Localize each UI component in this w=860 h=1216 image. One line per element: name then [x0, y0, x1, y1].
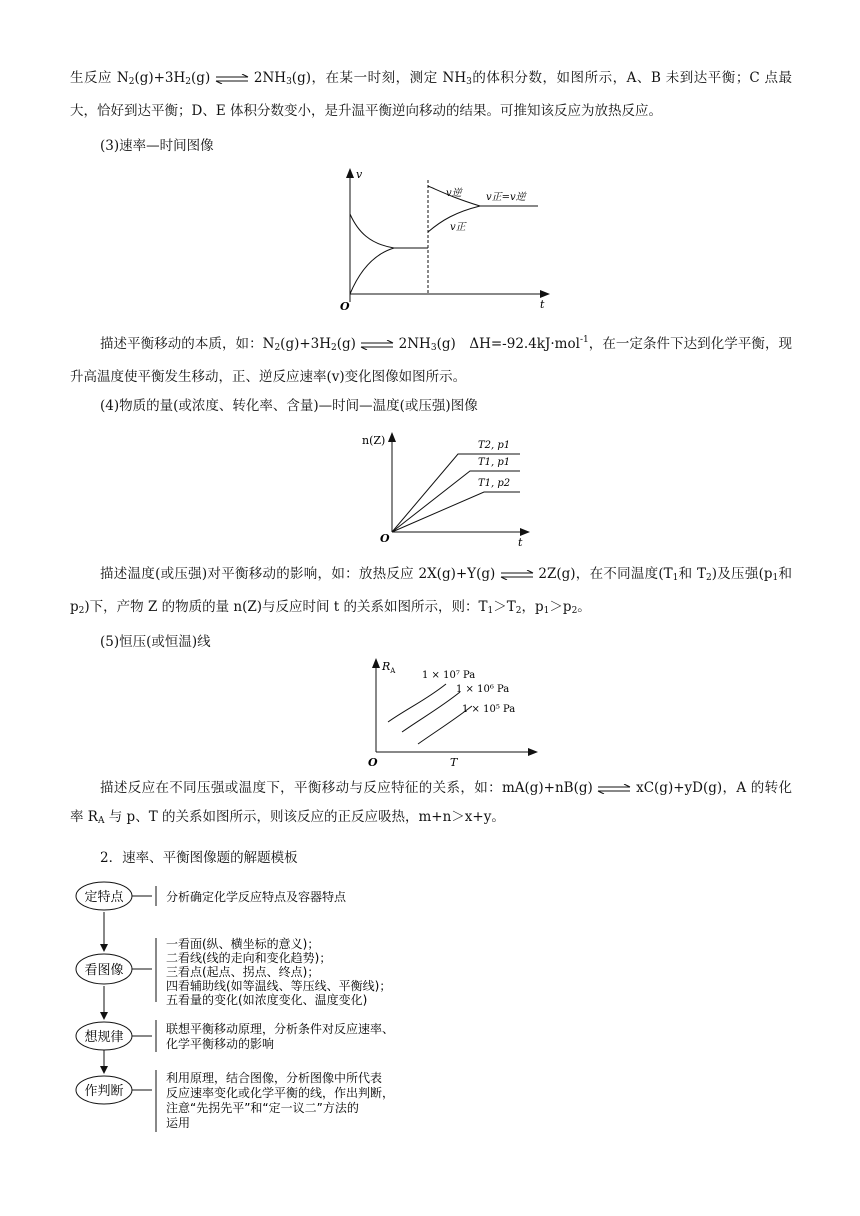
curve-label: T2, p1 [478, 440, 511, 451]
text: 2NH [398, 336, 431, 352]
step-line: 运用 [166, 1116, 191, 1130]
text: 生反应 N [70, 70, 129, 86]
x-axis-arrow [528, 748, 538, 756]
reverse-rate-curve-1 [350, 214, 428, 248]
flow-arrow-head [100, 1066, 108, 1074]
y-axis-label: n(Z) [362, 434, 386, 447]
step-label: 作判断 [84, 1084, 124, 1099]
text: 与 p、T 的关系如图所示，则该反应的正反应吸热，m+n＞x+y。 [104, 809, 505, 825]
equilibrium-arrow-icon [360, 340, 394, 350]
step-line: 化学平衡移动的影响 [166, 1037, 275, 1051]
step-label: 看图像 [84, 963, 124, 978]
x-axis-label: T [450, 756, 458, 768]
isobar-1e7 [388, 684, 446, 722]
isobar-1e6 [402, 692, 460, 732]
step-label: 想规律 [84, 1030, 124, 1045]
step-line: 五看量的变化(如浓度变化、温度变化) [166, 993, 368, 1007]
text: (g) ΔH=-92.4kJ·mol [436, 336, 580, 352]
text: )及压强(p [711, 566, 773, 582]
x-axis-label: t [540, 298, 545, 311]
paragraph-nh3-fraction: 生反应 $N_2(g)+3H_2(g)$ $2NH_3(g)$，在某一时刻，测定 $NH_3$的体积分数，如图所示，A、B 未到达平衡；C 点最大，恰好到达平衡；D、E 体积分数变小，是升温平衡逆向移动的结果。可推知该反应为放热反应。 [70, 70, 792, 119]
text: (g)+3H [134, 70, 186, 86]
step-line: 利用原理，结合图像，分析图像中所代表 [166, 1071, 383, 1085]
section-5-heading: (5)恒压(或恒温)线 [100, 634, 211, 650]
text: 和 p [70, 566, 793, 615]
text: (g)，在某一时刻，测定 NH [291, 70, 467, 86]
curve-label: 1 × 10⁵ Pa [462, 704, 516, 715]
y-axis-label: v [356, 168, 363, 181]
text: A [390, 667, 396, 675]
flow-arrow-head [100, 1012, 108, 1020]
step-line: 分析确定化学反应特点及容器特点 [166, 890, 347, 904]
step-line: 反应速率变化或化学平衡的线，作出判断， [166, 1086, 395, 1100]
step-label: 定特点 [84, 890, 124, 905]
section-4-heading: (4)物质的量(或浓度、转化率、含量)—时间—温度(或压强)图像 [100, 398, 478, 414]
step-line: 注意“先拐先平”和“定一议二”方法的 [166, 1101, 359, 1115]
flow-arrow-head [100, 944, 108, 952]
paragraph-isobar-desc [70, 774, 792, 836]
text: ，在一定条件下达到化学平衡，现升高温度使平衡发生移动，正、逆反应速率(v)变化图像如图所示。 [70, 336, 792, 385]
text: (g) [191, 70, 211, 86]
section-template-heading: 2．速率、平衡图像题的解题模板 [100, 850, 298, 866]
text: ＞T [493, 599, 516, 615]
paragraph-rate-time-desc: 描述平衡移动的本质，如：$N_2(g)+3H_2(g)$ $2NH_3(g)$ ΔH=-92.4kJ·mol$^{-1}$，在一定条件下达到化学平衡，现升高温度使平衡发生移动，正、逆反应速率(v)变化图像如图所示。 [70, 335, 792, 385]
text: 。 [577, 599, 591, 615]
text: 2Z(g)，在不同温度(T [538, 566, 673, 582]
curve-t1-p2 [392, 492, 520, 532]
y-axis-arrow [346, 168, 354, 178]
forward-rate-curve-1 [350, 248, 394, 294]
isobar-chart [364, 656, 544, 768]
text: (g)+3H [280, 336, 332, 352]
origin-label: O [380, 532, 390, 545]
curve-label: T1, p1 [478, 457, 511, 468]
y-axis-arrow [372, 658, 380, 668]
text: ＞p [549, 599, 572, 615]
step-line: 四看辅助线(如等温线、等压线、平衡线)； [166, 979, 392, 993]
text: )下，产物 Z 的物质的量 n(Z)与反应时间 t 的关系如图所示，则：T [84, 599, 488, 615]
step-line: 二看线(线的走向和变化趋势)； [166, 951, 332, 965]
text: A [97, 816, 105, 826]
reverse-rate-label: v逆 [446, 188, 462, 199]
curve-label: 1 × 10⁷ Pa [422, 670, 476, 681]
y-axis-arrow [388, 432, 396, 442]
text: xC(g)+yD(g)，A 的转化率 R [70, 780, 792, 825]
solving-template-flowchart [74, 876, 434, 1146]
section-3-heading: (3)速率—时间图像 [100, 138, 214, 154]
text: 的体积分数，如图所示，A、B 未到达平衡；C 点最大，恰好到达平衡；D、E 体积分数变小，是升温平衡逆向移动的结果。可推知该反应为放热反应。 [70, 70, 792, 119]
rate-time-chart [330, 162, 560, 312]
equilibrium-arrow-icon [500, 570, 534, 580]
x-axis-label: t [518, 536, 523, 548]
text: 2NH [253, 70, 287, 86]
x-axis-arrow [520, 528, 530, 536]
text: 和 T [678, 566, 707, 582]
equilibrium-arrow-icon [215, 74, 249, 84]
x-axis-arrow [540, 290, 550, 298]
text: 描述平衡移动的本质，如：N [100, 336, 275, 352]
equal-rate-label: v正=v逆 [486, 192, 526, 203]
curve-label: 1 × 10⁶ Pa [456, 684, 510, 695]
step-line: 联想平衡移动原理，分析条件对反应速率、 [166, 1022, 395, 1036]
y-axis-label: $R_A$ [382, 660, 396, 675]
step-line: 三看点(起点、拐点、终点)； [166, 965, 320, 979]
paragraph-temperature-pressure-desc: 描述温度(或压强)对平衡移动的影响，如：放热反应 2X(g)+Y(g) 2Z(g)，在不同温度($T_1$和 $T_2$)及压强($p_1$和 $p_2$)下，产物 Z 的物质的量 n(Z)与反应时间 t 的关系如图所示，则：$T_1>T_2$，$p_1>p_2$。 [70, 566, 793, 616]
origin-label: O [340, 300, 350, 312]
amount-time-chart [358, 428, 538, 548]
equilibrium-arrow-icon [597, 784, 631, 794]
text: (g) [336, 336, 356, 352]
text: ，p [521, 599, 544, 615]
forward-rate-label: v正 [450, 222, 466, 233]
text: 描述反应在不同压强或温度下，平衡移动与反应特征的关系，如：mA(g)+nB(g) [100, 780, 593, 796]
text: -1 [579, 335, 589, 345]
step-line: 一看面(纵、横坐标的意义)； [166, 937, 320, 951]
text: 描述温度(或压强)对平衡移动的影响，如：放热反应 2X(g)+Y(g) [100, 566, 496, 582]
curve-label: T1, p2 [478, 478, 511, 489]
origin-label: O [368, 756, 378, 768]
